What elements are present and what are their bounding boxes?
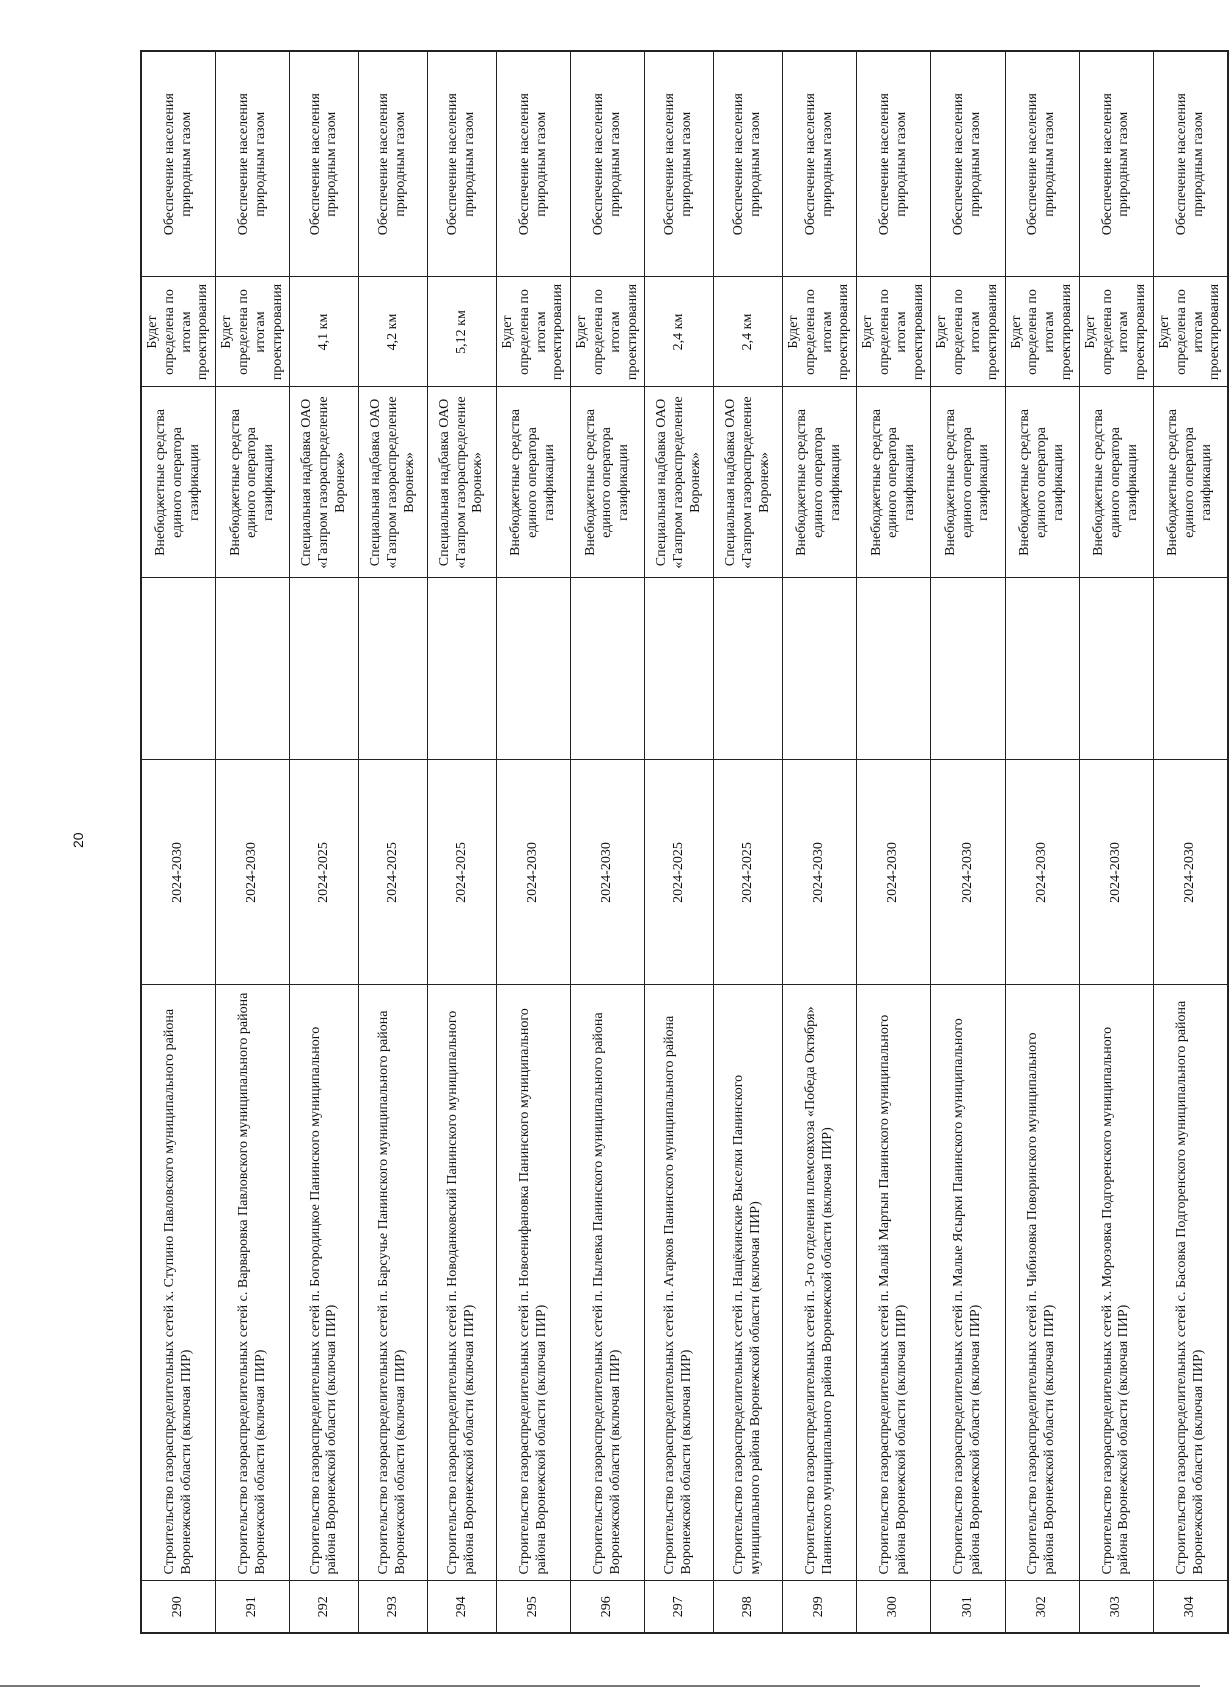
object-name-cell: Строительство газораспределительных сетей п. Богородицкое Панинского муниципального района Воронежской области (включая ПИР) — [290, 985, 359, 1581]
table-row — [359, 51, 428, 1633]
row-number-cell: 303 — [1079, 1581, 1153, 1633]
empty-cell — [571, 578, 645, 760]
expected-result-cell: Обеспечение населения природным газом — [290, 51, 359, 277]
row-number-cell: 292 — [290, 1581, 359, 1633]
funding-source-cell: Внебюджетные средства единого оператора газификации — [783, 387, 857, 578]
funding-source-cell: Внебюджетные средства единого оператора газификации — [857, 387, 931, 578]
expected-result-cell: Обеспечение населения природным газом — [1079, 51, 1153, 277]
gasification-objects-table — [140, 50, 1229, 1634]
table-row — [141, 51, 216, 1633]
object-name-cell: Строительство газораспределительных сетей п. Барсучье Панинского муниципального района Воронежской области (включая ПИР) — [359, 985, 428, 1581]
expected-result-cell: Обеспечение населения природным газом — [141, 51, 216, 277]
period-cell: 2024-2030 — [216, 760, 290, 985]
period-cell: 2024-2030 — [857, 760, 931, 985]
empty-cell — [931, 578, 1005, 760]
expected-result-cell: Обеспечение населения природным газом — [216, 51, 290, 277]
capacity-cell: Будет определена по итогам проектирования — [1079, 277, 1153, 387]
expected-result-cell: Обеспечение населения природным газом — [359, 51, 428, 277]
capacity-cell: Будет определена по итогам проектирования — [496, 277, 570, 387]
object-name-cell: Строительство газораспределительных сетей х. Ступино Павловского муниципального района Воронежской области (включая ПИР) — [141, 985, 216, 1581]
table-row — [216, 51, 290, 1633]
rotated-table-wrapper — [140, 52, 1223, 1634]
table-row — [571, 51, 645, 1633]
page-number: 20 — [70, 832, 86, 848]
object-name-cell: Строительство газораспределительных сетей с. Басовка Подгоренского муниципального района Воронежской области (включая ПИР) — [1153, 985, 1228, 1581]
object-name-cell: Строительство газораспределительных сетей п. Чибизовка Поворинского муниципального района Воронежской области (включая ПИР) — [1005, 985, 1079, 1581]
object-name-cell: Строительство газораспределительных сетей п. Агарков Панинского муниципального района Воронежской области (включая ПИР) — [645, 985, 714, 1581]
expected-result-cell: Обеспечение населения природным газом — [428, 51, 497, 277]
funding-source-cell: Специальная надбавка ОАО «Газпром газораспределение Воронеж» — [359, 387, 428, 578]
table-row — [714, 51, 783, 1633]
empty-cell — [1153, 578, 1228, 760]
empty-cell — [216, 578, 290, 760]
period-cell: 2024-2025 — [645, 760, 714, 985]
empty-cell — [783, 578, 857, 760]
funding-source-cell: Внебюджетные средства единого оператора газификации — [496, 387, 570, 578]
empty-cell — [857, 578, 931, 760]
period-cell: 2024-2030 — [931, 760, 1005, 985]
row-number-cell: 295 — [496, 1581, 570, 1633]
empty-cell — [714, 578, 783, 760]
object-name-cell: Строительство газораспределительных сетей с. Варваровка Павловского муниципального района Воронежской области (включая ПИР) — [216, 985, 290, 1581]
capacity-cell: Будет определена по итогам проектирования — [1153, 277, 1228, 387]
period-cell: 2024-2030 — [1079, 760, 1153, 985]
expected-result-cell: Обеспечение населения природным газом — [1153, 51, 1228, 277]
object-name-cell: Строительство газораспределительных сетей п. 3-го отделения племсовхоза «Победа Октября» Панинского муниципального района Воронежской области (включая ПИР) — [783, 985, 857, 1581]
capacity-cell: Будет определена по итогам проектирования — [1005, 277, 1079, 387]
period-cell: 2024-2030 — [571, 760, 645, 985]
empty-cell — [645, 578, 714, 760]
table-row — [645, 51, 714, 1633]
period-cell: 2024-2025 — [428, 760, 497, 985]
capacity-cell: 4,2 км — [359, 277, 428, 387]
period-cell: 2024-2025 — [359, 760, 428, 985]
empty-cell — [290, 578, 359, 760]
funding-source-cell: Специальная надбавка ОАО «Газпром газораспределение Воронеж» — [290, 387, 359, 578]
row-number-cell: 298 — [714, 1581, 783, 1633]
row-number-cell: 290 — [141, 1581, 216, 1633]
row-number-cell: 296 — [571, 1581, 645, 1633]
empty-cell — [1079, 578, 1153, 760]
capacity-cell: 4,1 км — [290, 277, 359, 387]
funding-source-cell: Специальная надбавка ОАО «Газпром газораспределение Воронеж» — [645, 387, 714, 578]
expected-result-cell: Обеспечение населения природным газом — [857, 51, 931, 277]
table-row — [496, 51, 570, 1633]
empty-cell — [359, 578, 428, 760]
table-row — [290, 51, 359, 1633]
capacity-cell: Будет определена по итогам проектирования — [783, 277, 857, 387]
object-name-cell: Строительство газораспределительных сетей п. Новоданковский Панинского муниципального района Воронежской области (включая ПИР) — [428, 985, 497, 1581]
funding-source-cell: Внебюджетные средства единого оператора газификации — [1079, 387, 1153, 578]
object-name-cell: Строительство газораспределительных сетей п. Новоенифановка Панинского муниципального района Воронежской области (включая ПИР) — [496, 985, 570, 1581]
expected-result-cell: Обеспечение населения природным газом — [571, 51, 645, 277]
row-number-cell: 302 — [1005, 1581, 1079, 1633]
capacity-cell: Будет определена по итогам проектирования — [571, 277, 645, 387]
period-cell: 2024-2025 — [290, 760, 359, 985]
period-cell: 2024-2025 — [714, 760, 783, 985]
period-cell: 2024-2030 — [1153, 760, 1228, 985]
row-number-cell: 293 — [359, 1581, 428, 1633]
expected-result-cell: Обеспечение населения природным газом — [496, 51, 570, 277]
table-row — [1153, 51, 1228, 1633]
capacity-cell: Будет определена по итогам проектирования — [141, 277, 216, 387]
funding-source-cell: Специальная надбавка ОАО «Газпром газораспределение Воронеж» — [428, 387, 497, 578]
row-number-cell: 304 — [1153, 1581, 1228, 1633]
object-name-cell: Строительство газораспределительных сетей х. Морозовка Подгоренского муниципального района Воронежской области (включая ПИР) — [1079, 985, 1153, 1581]
capacity-cell: Будет определена по итогам проектирования — [931, 277, 1005, 387]
table-row — [857, 51, 931, 1633]
table-row — [783, 51, 857, 1633]
funding-source-cell: Внебюджетные средства единого оператора газификации — [141, 387, 216, 578]
period-cell: 2024-2030 — [141, 760, 216, 985]
object-name-cell: Строительство газораспределительных сетей п. Пылевка Панинского муниципального района Воронежской области (включая ПИР) — [571, 985, 645, 1581]
object-name-cell: Строительство газораспределительных сетей п. Нащёкинские Выселки Панинского муниципального района Воронежской области (включая ПИР) — [714, 985, 783, 1581]
capacity-cell: Будет определена по итогам проектирования — [216, 277, 290, 387]
expected-result-cell: Обеспечение населения природным газом — [783, 51, 857, 277]
funding-source-cell: Внебюджетные средства единого оператора газификации — [1153, 387, 1228, 578]
funding-source-cell: Внебюджетные средства единого оператора газификации — [1005, 387, 1079, 578]
row-number-cell: 300 — [857, 1581, 931, 1633]
funding-source-cell: Внебюджетные средства единого оператора газификации — [216, 387, 290, 578]
capacity-cell: 2,4 км — [714, 277, 783, 387]
capacity-cell: 2,4 км — [645, 277, 714, 387]
period-cell: 2024-2030 — [496, 760, 570, 985]
row-number-cell: 291 — [216, 1581, 290, 1633]
bottom-scan-edge — [0, 1685, 1200, 1687]
expected-result-cell: Обеспечение населения природным газом — [714, 51, 783, 277]
object-name-cell: Строительство газораспределительных сетей п. Малые Ясырки Панинского муниципального района Воронежской области (включая ПИР) — [931, 985, 1005, 1581]
table-row — [428, 51, 497, 1633]
period-cell: 2024-2030 — [783, 760, 857, 985]
empty-cell — [428, 578, 497, 760]
row-number-cell: 294 — [428, 1581, 497, 1633]
expected-result-cell: Обеспечение населения природным газом — [645, 51, 714, 277]
funding-source-cell: Внебюджетные средства единого оператора газификации — [931, 387, 1005, 578]
empty-cell — [141, 578, 216, 760]
table-body — [141, 51, 1228, 1633]
table-row — [1005, 51, 1079, 1633]
table-row — [931, 51, 1005, 1633]
row-number-cell: 299 — [783, 1581, 857, 1633]
table-row — [1079, 51, 1153, 1633]
capacity-cell: 5,12 км — [428, 277, 497, 387]
expected-result-cell: Обеспечение населения природным газом — [1005, 51, 1079, 277]
document-table-area — [140, 52, 1223, 1634]
row-number-cell: 297 — [645, 1581, 714, 1633]
funding-source-cell: Внебюджетные средства единого оператора газификации — [571, 387, 645, 578]
period-cell: 2024-2030 — [1005, 760, 1079, 985]
capacity-cell: Будет определена по итогам проектирования — [857, 277, 931, 387]
object-name-cell: Строительство газораспределительных сетей п. Малый Мартын Панинского муниципального района Воронежской области (включая ПИР) — [857, 985, 931, 1581]
empty-cell — [496, 578, 570, 760]
funding-source-cell: Специальная надбавка ОАО «Газпром газораспределение Воронеж» — [714, 387, 783, 578]
expected-result-cell: Обеспечение населения природным газом — [931, 51, 1005, 277]
row-number-cell: 301 — [931, 1581, 1005, 1633]
empty-cell — [1005, 578, 1079, 760]
